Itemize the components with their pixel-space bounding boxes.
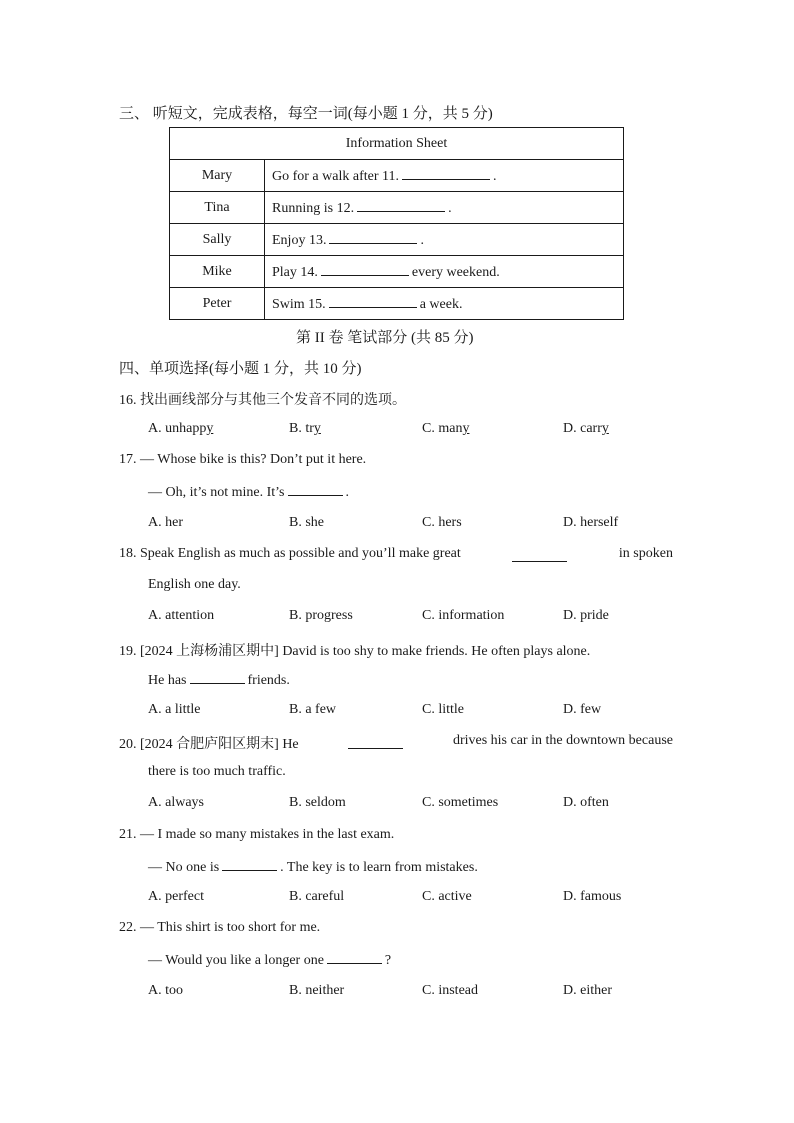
option-d[interactable]: D. often <box>563 795 609 810</box>
row-desc <box>265 160 624 192</box>
option-c[interactable]: C. little <box>422 702 464 717</box>
option-c[interactable]: C. active <box>422 889 472 904</box>
row-name: Mary <box>170 160 265 192</box>
stem-text-end: in spoken <box>618 546 673 561</box>
row-desc <box>265 224 624 256</box>
row-text-before: Running is 12. <box>272 200 355 216</box>
answer-blank[interactable] <box>357 199 445 212</box>
option-d[interactable]: D. herself <box>563 515 619 530</box>
table-row <box>170 288 624 320</box>
option-word: man <box>438 421 463 436</box>
answer-blank[interactable] <box>190 671 245 684</box>
option-c[interactable] <box>422 421 469 437</box>
option-d[interactable]: D. famous <box>563 889 622 904</box>
answer-blank[interactable] <box>329 231 417 244</box>
option-a[interactable]: A. always <box>148 795 204 810</box>
answer-blank[interactable] <box>222 858 277 871</box>
part-2-title: 第 II 卷 笔试部分 (共 85 分) <box>296 330 474 346</box>
option-c[interactable]: C. instead <box>422 983 478 998</box>
option-d[interactable]: D. few <box>563 702 602 717</box>
option-c[interactable]: C. sometimes <box>422 795 499 810</box>
question-18-stem-cont: English one day. <box>148 577 241 592</box>
option-b[interactable]: B. seldom <box>289 795 346 810</box>
option-a[interactable]: A. a little <box>148 702 201 717</box>
answer-blank[interactable] <box>402 167 490 180</box>
information-sheet-table <box>169 127 624 320</box>
row-name: Peter <box>170 288 265 320</box>
question-22-stem: 22. — This shirt is too short for me. <box>119 920 321 935</box>
question-20-stem-cont: there is too much traffic. <box>148 764 286 779</box>
question-16-stem: 16. 找出画线部分与其他三个发音不同的选项。 <box>119 393 406 408</box>
table-row <box>170 256 624 288</box>
stem-text: 20. [2024 合肥庐阳区期末] He <box>119 737 299 752</box>
option-a[interactable]: A. her <box>148 515 183 530</box>
reply-text: — Would you like a longer one <box>148 953 324 968</box>
table-row <box>170 160 624 192</box>
question-21-reply <box>148 858 478 876</box>
underlined-letter: y <box>462 421 470 436</box>
question-18-stem <box>119 546 673 562</box>
section-4-title: 四、单项选择(每小题 1 分，共 10 分) <box>119 361 362 377</box>
table-header-row <box>170 128 624 160</box>
option-b[interactable]: B. a few <box>289 702 337 717</box>
stem-text-end: friends. <box>247 673 290 688</box>
row-text-after: every weekend. <box>411 264 500 280</box>
section-3-title: 三、 听短文，完成表格，每空一词(每小题 1 分，共 5 分) <box>119 106 493 122</box>
underlined-letter: y <box>206 421 214 436</box>
answer-blank[interactable] <box>327 951 382 964</box>
option-word: tr <box>305 421 314 436</box>
option-b[interactable]: B. neither <box>289 983 345 998</box>
row-text-before: Go for a walk after 11. <box>272 168 399 184</box>
table-header: Information Sheet <box>170 128 624 160</box>
row-desc <box>265 256 624 288</box>
answer-blank[interactable] <box>512 549 567 562</box>
row-text-after: . <box>448 200 452 216</box>
reply-text: — No one is <box>148 860 220 875</box>
stem-text-end: drives his car in the downtown because <box>452 733 673 748</box>
stem-text: 18. Speak English as much as possible and you’ll make great <box>119 546 461 561</box>
option-a[interactable]: A. attention <box>148 608 215 623</box>
option-d[interactable] <box>563 421 609 437</box>
option-word: carr <box>580 421 602 436</box>
question-20-stem <box>119 733 673 753</box>
option-c[interactable]: C. information <box>422 608 505 623</box>
answer-blank[interactable] <box>288 483 343 496</box>
row-text-before: Swim 15. <box>272 296 326 312</box>
row-text-after: . <box>492 168 497 184</box>
option-a[interactable]: A. perfect <box>148 889 204 904</box>
reply-text: — Oh, it’s not mine. It’s <box>148 485 285 500</box>
question-21-stem: 21. — I made so many mistakes in the last exam. <box>119 827 395 842</box>
table-row <box>170 224 624 256</box>
option-word: unhapp <box>165 421 207 436</box>
underlined-letter: y <box>601 421 609 436</box>
option-b[interactable]: B. careful <box>289 889 345 904</box>
row-text-before: Play 14. <box>272 264 318 280</box>
answer-blank[interactable] <box>329 295 417 308</box>
question-22-reply <box>148 951 391 969</box>
row-text-after: . <box>420 232 424 248</box>
row-name: Mike <box>170 256 265 288</box>
row-desc <box>265 288 624 320</box>
option-label: D. <box>563 421 577 436</box>
option-d[interactable]: D. either <box>563 983 612 998</box>
reply-text-end: . The key is to learn from mistakes. <box>280 860 478 875</box>
option-label: B. <box>289 421 302 436</box>
underlined-letter: y <box>313 421 321 436</box>
option-label: C. <box>422 421 435 436</box>
table-row <box>170 192 624 224</box>
row-name: Sally <box>170 224 265 256</box>
stem-text: He has <box>148 673 187 688</box>
question-17-stem: 17. — Whose bike is this? Don’t put it here. <box>119 452 367 467</box>
option-b[interactable] <box>289 421 321 437</box>
row-text-before: Enjoy 13. <box>272 232 327 248</box>
question-19-stem-cont <box>148 671 290 689</box>
option-b[interactable]: B. she <box>289 515 324 530</box>
reply-text-end: ? <box>384 953 392 968</box>
answer-blank[interactable] <box>348 736 403 749</box>
option-label: A. <box>148 421 162 436</box>
reply-text-end: . <box>345 485 349 500</box>
option-a[interactable]: A. too <box>148 983 183 998</box>
option-c[interactable]: C. hers <box>422 515 462 530</box>
option-a[interactable] <box>148 421 213 437</box>
row-desc <box>265 192 624 224</box>
question-19-stem: 19. [2024 上海杨浦区期中] David is too shy to make friends. He often plays alone. <box>119 644 591 659</box>
row-name: Tina <box>170 192 265 224</box>
option-b[interactable]: B. progress <box>289 608 353 623</box>
answer-blank[interactable] <box>321 263 409 276</box>
row-text-after: a week. <box>419 296 463 312</box>
option-d[interactable]: D. pride <box>563 608 609 623</box>
question-17-reply <box>148 483 349 501</box>
